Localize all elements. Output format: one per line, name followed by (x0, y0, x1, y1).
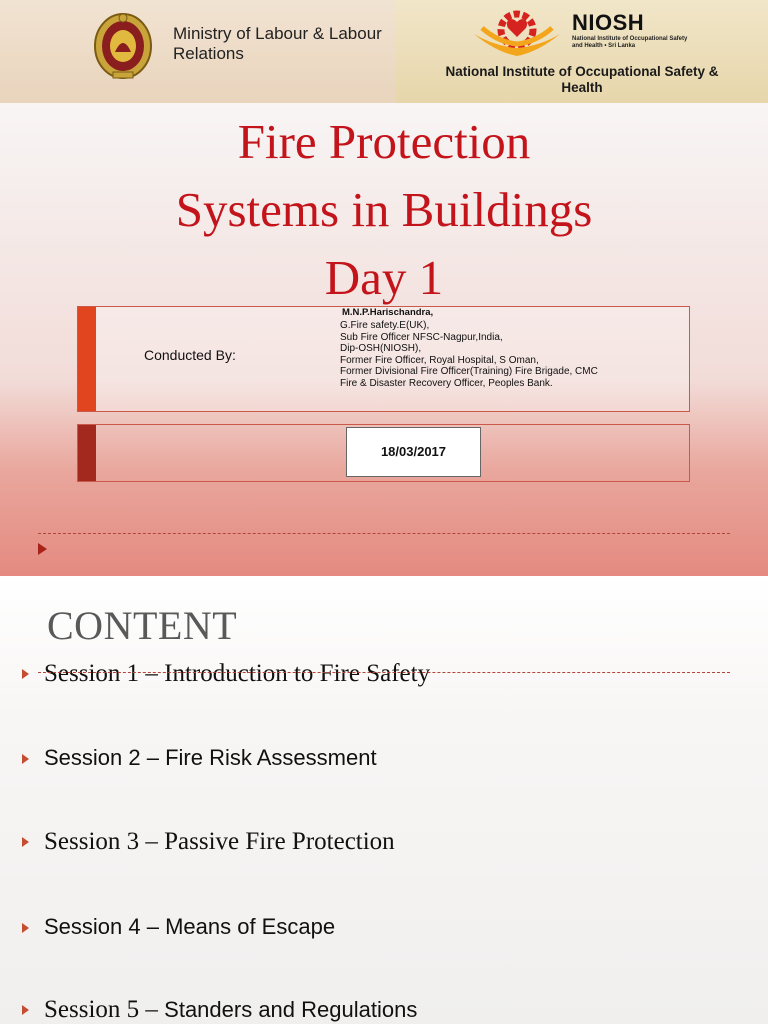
content-heading: CONTENT (47, 603, 238, 648)
niosh-subtext: National Institute of Occupational Safety and Health • Sri Lanka (572, 36, 688, 49)
conductor-qualifications (340, 320, 685, 390)
dashed-divider (38, 533, 730, 534)
session-label-prefix: Session 5 – (44, 996, 165, 1023)
bullet-arrow-icon (38, 543, 47, 555)
session-label: Session 3 – Passive Fire Protection (44, 828, 395, 855)
qualification-line: Sub Fire Officer NFSC-Nagpur,India, (340, 331, 503, 343)
title-line-2: Systems in Buildings (175, 182, 593, 237)
qualification-line: Dip-OSH(NIOSH), (340, 343, 422, 355)
session-label (44, 996, 417, 1024)
title-line-3: Day 1 (324, 250, 444, 305)
niosh-acronym: NIOSH (572, 10, 645, 35)
qualification-line: G.Fire safety.E(UK), (340, 320, 430, 331)
conducted-by-label: Conducted By: (144, 347, 236, 363)
conductor-box (77, 306, 690, 412)
session-label: Session 4 – Means of Escape (44, 914, 336, 939)
date-box (77, 424, 690, 482)
slide-title (0, 108, 768, 312)
ministry-banner (0, 0, 396, 103)
accent-bar (78, 425, 96, 481)
bullet-arrow-icon (22, 669, 29, 679)
slide-header (0, 0, 768, 103)
session-label: Session 1 – Introduction to Fire Safety (44, 660, 431, 687)
presentation-date: 18/03/2017 (380, 444, 447, 459)
niosh-full-name: National Institute of Occupational Safety & Health (445, 64, 719, 95)
accent-bar (78, 307, 96, 411)
niosh-banner (396, 0, 768, 103)
content-slide (0, 576, 768, 1024)
sri-lanka-emblem-icon (92, 10, 154, 82)
conductor-name: M.N.P.Harischandra, (342, 307, 434, 318)
date-frame (346, 427, 481, 477)
qualification-line: Former Divisional Fire Officer(Training) Fire Brigade, CMC (340, 366, 598, 378)
bullet-arrow-icon (22, 923, 29, 933)
bullet-arrow-icon (22, 837, 29, 847)
niosh-logo-icon (468, 8, 566, 60)
qualification-line: Former Fire Officer, Royal Hospital, S Oman, (340, 354, 539, 366)
bullet-arrow-icon (22, 1005, 29, 1015)
ministry-name: Ministry of Labour & Labour Relations (173, 24, 382, 63)
session-label-title: Standers and Regulations (164, 997, 418, 1022)
title-line-1: Fire Protection (237, 114, 531, 169)
dashed-divider (38, 672, 730, 673)
bullet-arrow-icon (22, 754, 29, 764)
session-label: Session 2 – Fire Risk Assessment (44, 745, 377, 770)
qualification-line: Fire & Disaster Recovery Officer, Peoples Bank. (340, 377, 553, 389)
